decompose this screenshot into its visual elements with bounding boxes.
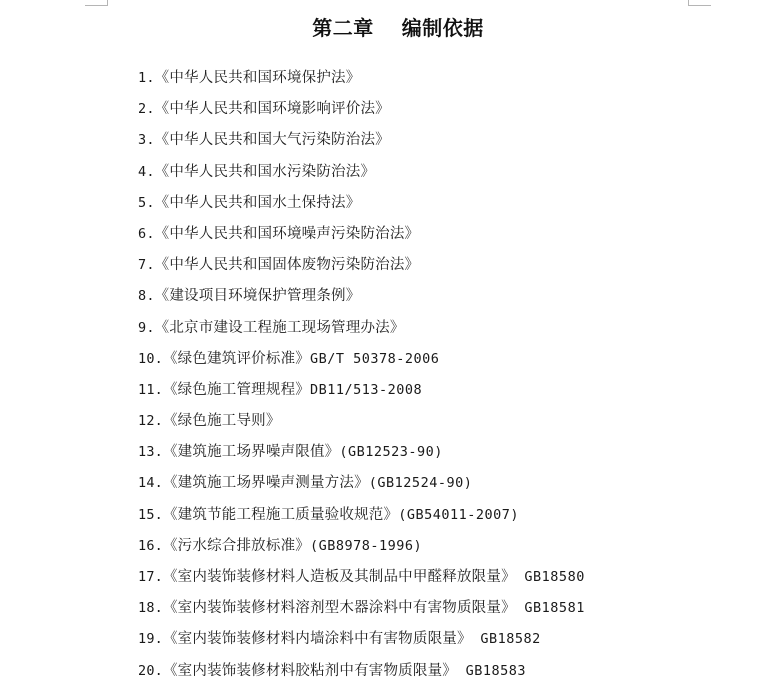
reference-item (138, 219, 585, 250)
reference-item (138, 157, 585, 188)
reference-title: 《中华人民共和国水土保持法》 (154, 194, 361, 211)
reference-number: 10. (138, 350, 163, 367)
reference-title: 《室内装饰装修材料内墙涂料中有害物质限量》 (162, 631, 472, 648)
reference-title: 《中华人民共和国环境影响评价法》 (154, 101, 390, 118)
reference-item (138, 63, 585, 94)
reference-item (138, 344, 585, 375)
crop-mark-right (688, 0, 711, 6)
reference-title: 《建设项目环境保护管理条例》 (154, 288, 361, 305)
reference-code: GB18583 (456, 662, 527, 679)
reference-item (138, 500, 585, 531)
reference-item (138, 188, 585, 219)
reference-title: 《中华人民共和国固体废物污染防治法》 (154, 257, 420, 274)
reference-item (138, 94, 585, 125)
reference-title: 《室内装饰装修材料人造板及其制品中甲醛释放限量》 (162, 569, 516, 585)
reference-number: 6. (138, 225, 155, 242)
reference-list (138, 63, 585, 681)
reference-number: 16. (138, 537, 163, 554)
reference-item (138, 624, 585, 655)
reference-code: GB18580 (515, 569, 585, 585)
reference-item (138, 375, 585, 406)
reference-number: 18. (138, 600, 163, 617)
reference-title: 《室内装饰装修材料胶粘剂中有害物质限量》 (162, 662, 457, 679)
reference-item (138, 437, 585, 468)
reference-code: (GB8978-1996) (309, 537, 423, 554)
reference-code: GB/T 50378-2006 (309, 350, 440, 367)
reference-item (138, 656, 585, 681)
reference-title: 《绿色施工导则》 (162, 413, 281, 430)
reference-number: 19. (138, 631, 163, 648)
reference-item (138, 281, 585, 312)
reference-number: 3. (138, 132, 155, 149)
reference-item (138, 313, 585, 344)
reference-number: 8. (138, 288, 155, 305)
reference-title: 《建筑施工场界噪声限值》 (162, 444, 340, 461)
reference-code: GB18581 (515, 600, 585, 617)
reference-title: 《中华人民共和国大气污染防治法》 (154, 132, 390, 149)
reference-item (138, 250, 585, 281)
reference-title: 《污水综合排放标准》 (162, 537, 310, 554)
reference-number: 12. (138, 413, 163, 430)
reference-title: 《建筑施工场界噪声测量方法》 (162, 475, 369, 492)
chapter-title: 第二章 编制依据 (312, 16, 484, 40)
reference-item (138, 406, 585, 437)
reference-title: 《绿色施工管理规程》 (162, 381, 310, 398)
reference-number: 20. (138, 662, 163, 679)
reference-title: 《室内装饰装修材料溶剂型木器涂料中有害物质限量》 (162, 600, 516, 617)
reference-code: (GB54011-2007) (398, 506, 519, 523)
reference-item (138, 468, 585, 499)
reference-item (138, 562, 585, 593)
reference-item (138, 593, 585, 624)
reference-item (138, 531, 585, 562)
reference-number: 7. (138, 257, 155, 274)
reference-number: 15. (138, 506, 163, 523)
reference-code: DB11/513-2008 (309, 381, 423, 398)
reference-code: (GB12523-90) (339, 444, 443, 461)
reference-number: 2. (138, 101, 155, 118)
reference-code: (GB12524-90) (368, 475, 473, 492)
reference-title: 《中华人民共和国环境噪声污染防治法》 (154, 225, 420, 242)
reference-number: 17. (138, 569, 163, 585)
reference-number: 9. (138, 319, 155, 336)
reference-number: 11. (138, 381, 163, 398)
reference-number: 14. (138, 475, 163, 492)
reference-title: 《中华人民共和国环境保护法》 (154, 70, 361, 86)
reference-title: 《北京市建设工程施工现场管理办法》 (154, 319, 405, 336)
crop-mark-left (85, 0, 108, 6)
reference-title: 《绿色建筑评价标准》 (162, 350, 310, 367)
reference-number: 1. (138, 70, 155, 86)
reference-title: 《中华人民共和国水污染防治法》 (154, 163, 376, 180)
reference-number: 4. (138, 163, 155, 180)
reference-number: 5. (138, 194, 155, 211)
reference-item (138, 125, 585, 156)
reference-number: 13. (138, 444, 163, 461)
reference-title: 《建筑节能工程施工质量验收规范》 (162, 506, 399, 523)
reference-code: GB18582 (471, 631, 541, 648)
